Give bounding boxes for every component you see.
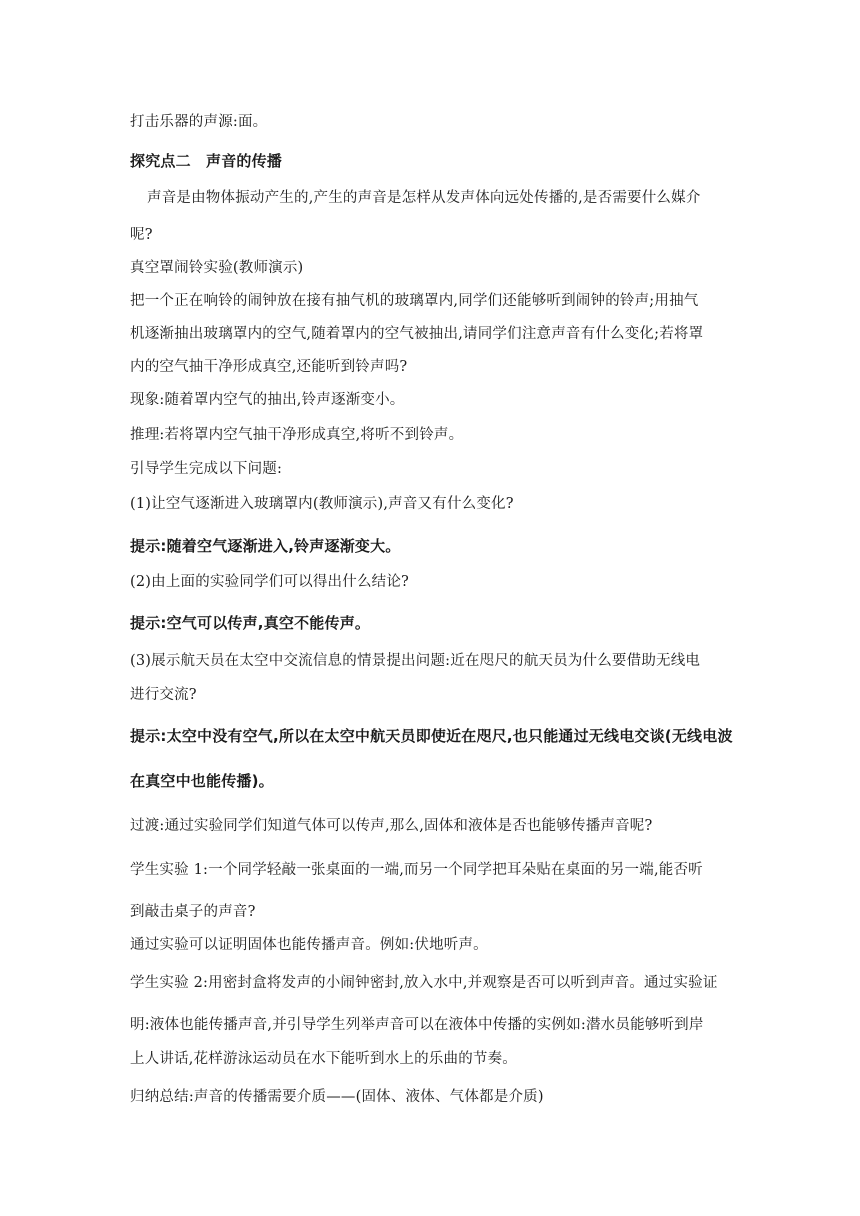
experiment-line: 学生实验 1:一个同学轻敲一张桌面的一端,而另一个同学把耳朵贴在桌面的另一端,能否听 bbox=[130, 862, 703, 878]
transition-line: 过渡:通过实验同学们知道气体可以传声,那么,固体和液体是否也能够传播声音呢? bbox=[130, 818, 653, 834]
paragraph-line: 声音是由物体振动产生的,产生的声音是怎样从发声体向远处传播的,是否需要什么媒介 bbox=[147, 190, 701, 206]
hint-line: 在真空中也能传播)。 bbox=[130, 772, 274, 790]
hint-line: 提示:随着空气逐渐进入,铃声逐渐变大。 bbox=[130, 537, 401, 555]
transition-label: 过渡 bbox=[130, 818, 160, 834]
question-line: 进行交流? bbox=[130, 687, 197, 703]
experiment-line: 学生实验 2:用密封盒将发声的小闹钟密封,放入水中,并观察是否可以听到声音。通过实验证 bbox=[130, 975, 718, 991]
question-line: (1)让空气逐渐进入玻璃罩内(教师演示),声音又有什么变化? bbox=[130, 496, 514, 512]
experiment-line: 到敲击桌子的声音? bbox=[130, 904, 256, 920]
text-line: 引导学生完成以下问题: bbox=[130, 461, 283, 477]
hint-line: 提示:太空中没有空气,所以在太空中航天员即使近在咫尺,也只能通过无线电交谈(无线电波 bbox=[130, 727, 733, 745]
text-line: 通过实验可以证明固体也能传播声音。例如:伏地听声。 bbox=[130, 937, 488, 953]
question-line: (3)展示航天员在太空中交流信息的情景提出问题:近在咫尺的航天员为什么要借助无线电 bbox=[130, 653, 701, 669]
paragraph-line: 呢? bbox=[130, 227, 153, 243]
experiment-label: 学生实验 bbox=[130, 862, 189, 878]
experiment-line: 上人讲话,花样游泳运动员在水下能听到水上的乐曲的节奏。 bbox=[130, 1051, 518, 1067]
paragraph-line: 把一个正在响铃的闹钟放在接有抽气机的玻璃罩内,同学们还能够听到闹钟的铃声;用抽气 bbox=[130, 293, 699, 309]
paragraph-line: 机逐渐抽出玻璃罩内的空气,随着罩内的空气被抽出,请同学们注意声音有什么变化;若将罩 bbox=[130, 326, 704, 342]
text-line: 打击乐器的声源:面。 bbox=[130, 114, 268, 130]
summary-label: 归纳总结 bbox=[130, 1089, 189, 1105]
paragraph-line: 内的空气抽干净形成真空,还能听到铃声吗? bbox=[130, 359, 408, 375]
text-line: 真空罩闹铃实验(教师演示) bbox=[130, 260, 304, 276]
question-line: (2)由上面的实验同学们可以得出什么结论? bbox=[130, 574, 410, 590]
experiment-line: 明:液体也能传播声音,并引导学生列举声音可以在液体中传播的实例如:潜水员能够听到岸 bbox=[130, 1017, 704, 1033]
section-heading: 探究点二 声音的传播 bbox=[130, 152, 283, 170]
experiment-label: 学生实验 bbox=[130, 975, 189, 991]
text-line: 现象:随着罩内空气的抽出,铃声逐渐变小。 bbox=[130, 392, 405, 408]
hint-line: 提示:空气可以传声,真空不能传声。 bbox=[130, 614, 371, 632]
summary-line: 归纳总结:声音的传播需要介质——(固体、液体、气体都是介质) bbox=[130, 1089, 544, 1105]
text-line: 推理:若将罩内空气抽干净形成真空,将听不到铃声。 bbox=[130, 427, 464, 443]
